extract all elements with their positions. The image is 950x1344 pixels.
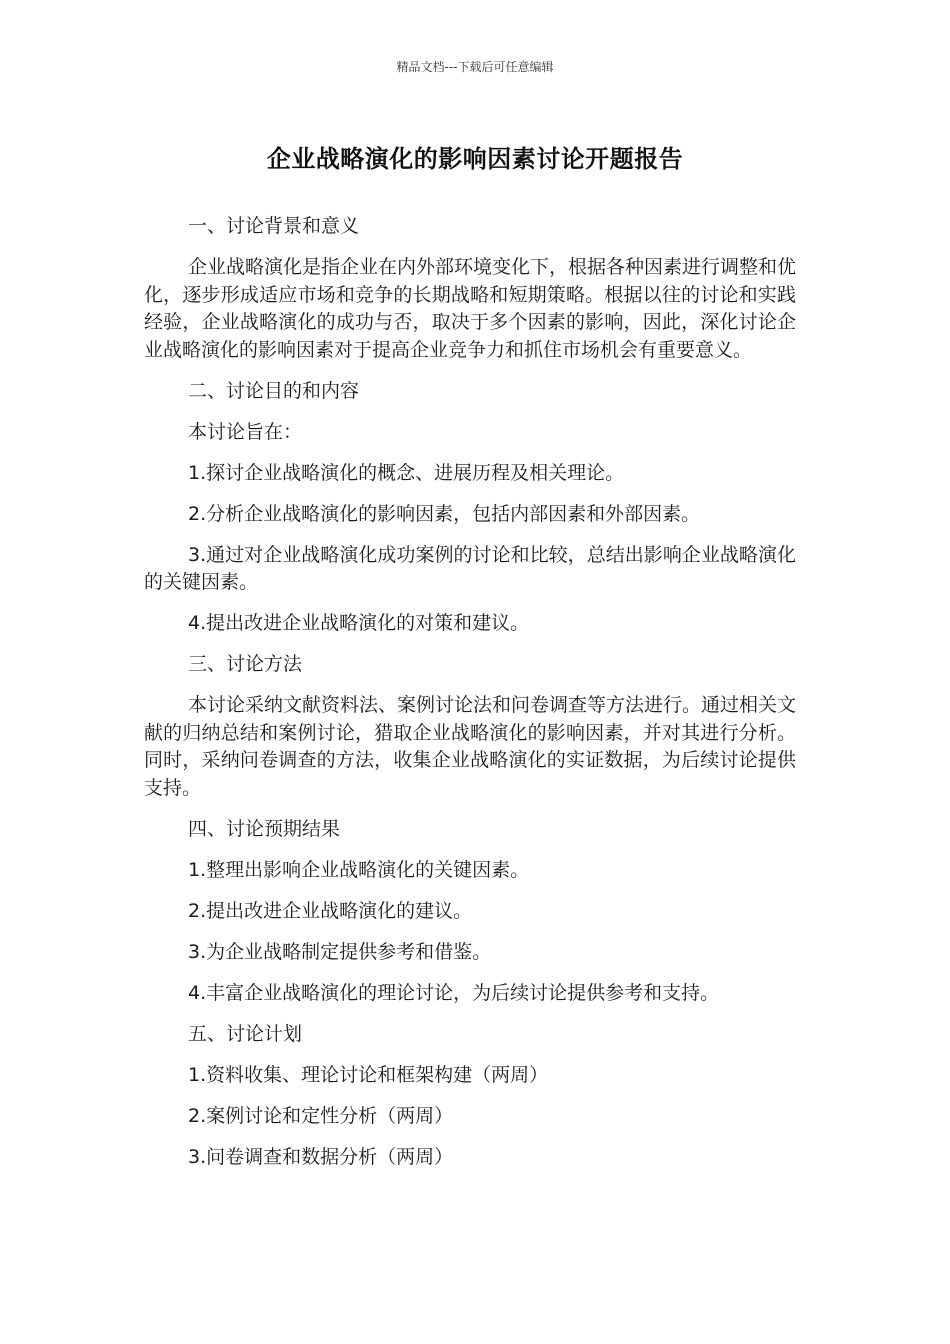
document-title: 企业战略演化的影响因素讨论开题报告 [266, 145, 684, 173]
section-heading-purpose: 二、讨论目的和内容 [188, 379, 360, 402]
list-item-purpose-2: 2.分析企业战略演化的影响因素，包括内部因素和外部因素。 [188, 502, 701, 525]
header-note: 精品文档---下载后可任意编辑 [396, 60, 554, 74]
list-item-plan-1: 1.资料收集、理论讨论和框架构建（两周） [188, 1063, 549, 1086]
list-item-plan-2: 2.案例讨论和定性分析（两周） [188, 1104, 454, 1127]
list-item-plan-3: 3.问卷调查和数据分析（两周） [188, 1145, 454, 1168]
list-item-purpose-1: 1.探讨企业战略演化的概念、进展历程及相关理论。 [188, 461, 625, 484]
document-body [144, 213, 796, 1185]
paragraph-background: 企业战略演化是指企业在内外部环境变化下，根据各种因素进行调整和优化，逐步形成适应市场和竞争的长期战略和短期策略。根据以往的讨论和实践经验，企业战略演化的成功与否，取决于多个因素的影响，因此，深化讨论企业战略演化的影响因素对于提高企业竞争力和抓住市场机会有重要意义。 [144, 256, 797, 361]
list-item-results-2: 2.提出改进企业战略演化的建议。 [188, 899, 473, 922]
section-heading-method: 三、讨论方法 [188, 653, 303, 675]
list-item-purpose-3: 3.通过对企业战略演化成功案例的讨论和比较，总结出影响企业战略演化的关键因素。 [144, 543, 796, 593]
section-heading-plan: 五、讨论计划 [188, 1022, 303, 1045]
section-heading-results: 四、讨论预期结果 [188, 817, 341, 840]
list-item-purpose-4: 4.提出改进企业战略演化的对策和建议。 [188, 612, 530, 634]
paragraph-purpose-intro: 本讨论旨在： [188, 420, 303, 443]
paragraph-method: 本讨论采纳文献资料法、案例讨论法和问卷调查等方法进行。通过相关文献的归纳总结和案例讨论，猎取企业战略演化的影响因素，并对其进行分析。同时，采纳问卷调查的方法，收集企业战略演化的实证数据，为后续讨论提供支持。 [144, 694, 797, 799]
list-item-results-4: 4.丰富企业战略演化的理论讨论，为后续讨论提供参考和支持。 [188, 981, 720, 1004]
section-heading-background: 一、讨论背景和意义 [188, 215, 360, 237]
list-item-results-1: 1.整理出影响企业战略演化的关键因素。 [188, 858, 530, 881]
list-item-results-3: 3.为企业战略制定提供参考和借鉴。 [188, 940, 492, 963]
